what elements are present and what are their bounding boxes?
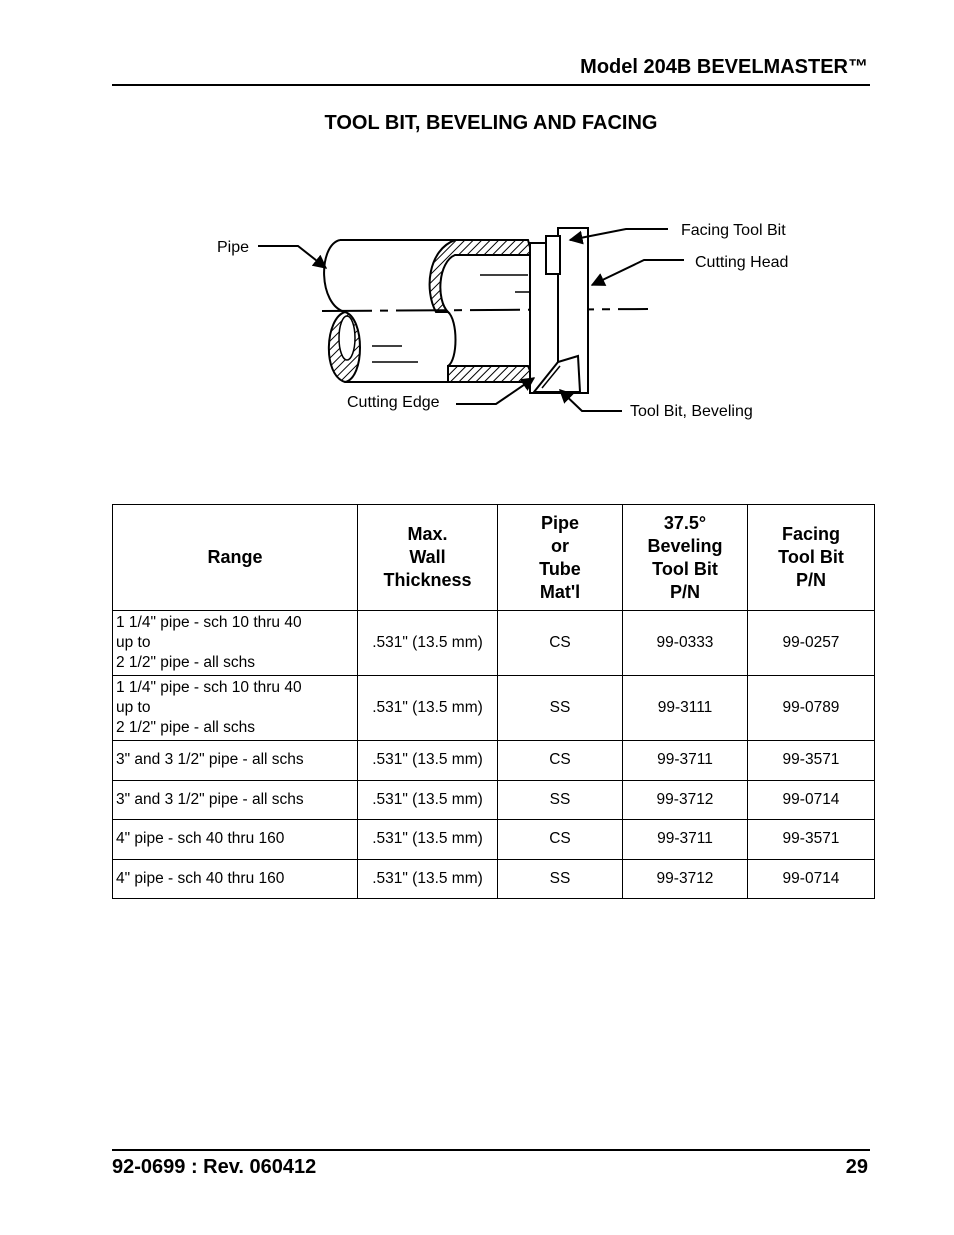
cell-material: CS bbox=[498, 820, 623, 860]
cell-range: 1 1/4" pipe - sch 10 thru 40 up to 2 1/2" pipe - all schs bbox=[113, 611, 358, 676]
table-row bbox=[113, 741, 875, 781]
cell-wall: .531" (13.5 mm) bbox=[358, 820, 498, 860]
table-row bbox=[113, 780, 875, 820]
cell-wall: .531" (13.5 mm) bbox=[358, 741, 498, 781]
centerline bbox=[322, 309, 648, 311]
cell-range: 3" and 3 1/2" pipe - all schs bbox=[113, 741, 358, 781]
header-beveling-tool-bit-pn: 37.5° Beveling Tool Bit P/N bbox=[623, 505, 748, 611]
label-cutting-head: Cutting Head bbox=[695, 254, 789, 271]
header-pipe-tube-material: Pipe or Tube Mat'l bbox=[498, 505, 623, 611]
cell-material: SS bbox=[498, 780, 623, 820]
cell-material: CS bbox=[498, 741, 623, 781]
label-pipe: Pipe bbox=[217, 239, 250, 256]
label-cutting-edge: Cutting Edge bbox=[347, 394, 440, 411]
cell-bevel-pn: 99-3712 bbox=[623, 780, 748, 820]
cell-wall: .531" (13.5 mm) bbox=[358, 780, 498, 820]
table-row bbox=[113, 820, 875, 860]
cell-facing-pn: 99-0257 bbox=[748, 611, 875, 676]
footer-rule bbox=[112, 1149, 870, 1151]
cell-range: 1 1/4" pipe - sch 10 thru 40 up to 2 1/2" pipe - all schs bbox=[113, 676, 358, 741]
table-header-row bbox=[113, 505, 875, 611]
tool-bit-table bbox=[112, 504, 875, 899]
label-tool-bit-beveling: Tool Bit, Beveling bbox=[630, 403, 753, 420]
cell-facing-pn: 99-0714 bbox=[748, 859, 875, 899]
cell-bevel-pn: 99-3711 bbox=[623, 820, 748, 860]
section-title: TOOL BIT, BEVELING AND FACING bbox=[324, 112, 658, 134]
table-row bbox=[113, 676, 875, 741]
cell-bevel-pn: 99-3711 bbox=[623, 741, 748, 781]
header-title: Model 204B BEVELMASTER™ bbox=[580, 56, 868, 78]
header-facing-tool-bit-pn: Facing Tool Bit P/N bbox=[748, 505, 875, 611]
cell-facing-pn: 99-0714 bbox=[748, 780, 875, 820]
table-row bbox=[113, 859, 875, 899]
footer-page-number: 29 bbox=[845, 1156, 868, 1178]
cutting-head-leader bbox=[592, 260, 684, 285]
cell-wall: .531" (13.5 mm) bbox=[358, 676, 498, 741]
cell-facing-pn: 99-3571 bbox=[748, 820, 875, 860]
cell-range: 3" and 3 1/2" pipe - all schs bbox=[113, 780, 358, 820]
cell-bevel-pn: 99-3712 bbox=[623, 859, 748, 899]
pipe-leader bbox=[258, 246, 326, 268]
header-max-wall-thickness: Max. Wall Thickness bbox=[358, 505, 498, 611]
table-row bbox=[113, 611, 875, 676]
cell-range: 4" pipe - sch 40 thru 160 bbox=[113, 859, 358, 899]
cell-bevel-pn: 99-3111 bbox=[623, 676, 748, 741]
cell-material: SS bbox=[498, 676, 623, 741]
cell-bevel-pn: 99-0333 bbox=[623, 611, 748, 676]
label-facing-tool-bit: Facing Tool Bit bbox=[681, 222, 786, 239]
cell-wall: .531" (13.5 mm) bbox=[358, 859, 498, 899]
cell-range: 4" pipe - sch 40 thru 160 bbox=[113, 820, 358, 860]
cell-wall: .531" (13.5 mm) bbox=[358, 611, 498, 676]
cell-facing-pn: 99-3571 bbox=[748, 741, 875, 781]
header-range: Range bbox=[113, 505, 358, 611]
cell-material: SS bbox=[498, 859, 623, 899]
pipe-upper-half bbox=[324, 240, 532, 312]
cell-facing-pn: 99-0789 bbox=[748, 676, 875, 741]
footer-doc-number: 92-0699 : Rev. 060412 bbox=[112, 1156, 317, 1178]
cell-material: CS bbox=[498, 611, 623, 676]
pipe-lower-half bbox=[329, 312, 535, 382]
